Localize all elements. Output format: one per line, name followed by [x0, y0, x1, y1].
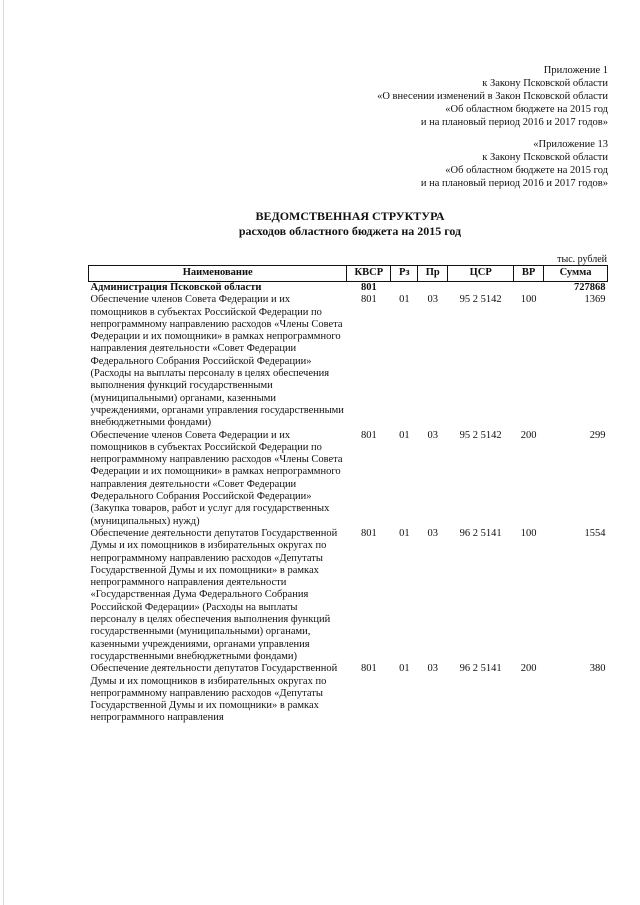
- row-pr: 03: [427, 294, 439, 306]
- title-line-2: расходов областного бюджета на 2015 год: [238, 224, 462, 238]
- row-rz: 01: [399, 527, 410, 539]
- empty-cell: [448, 282, 514, 295]
- appendix-13-line: и на плановый период 2016 и 2017 годов»: [420, 178, 608, 189]
- appendix-13-line: «Об областном бюджете на 2015 год: [445, 165, 608, 176]
- row-pr: 03: [427, 527, 439, 539]
- header-rz: Рз: [391, 266, 418, 282]
- row-csr: 96 2 5141: [459, 527, 502, 539]
- row-vr: 200: [520, 663, 537, 675]
- row-kvsr: 801: [360, 294, 377, 306]
- row-pr: 03: [427, 663, 439, 675]
- empty-cell: [514, 282, 544, 295]
- department-name: Администрация Псковской области: [90, 282, 262, 293]
- row-pr: 03: [427, 429, 439, 441]
- budget-table: [88, 265, 608, 725]
- appendix-13-line: «Приложение 13: [533, 139, 608, 150]
- row-vr: 100: [520, 527, 537, 539]
- row-kvsr: 801: [360, 429, 377, 441]
- table-row: [89, 430, 608, 528]
- department-row: [89, 282, 608, 295]
- table-header-row: [89, 266, 608, 282]
- appendix-13-line: к Закону Псковской области: [482, 152, 608, 163]
- table-row: [89, 663, 608, 724]
- header-vr: ВР: [514, 266, 544, 282]
- header-csr: ЦСР: [448, 266, 514, 282]
- row-name: Обеспечение членов Совета Федерации и их помощников в субъектах Российской Федерации по непрограммному направлению расходов «Члены Совета Федерации и их помощники» в рамках непрограммного направления деятельности «Совет Федерации Федерального Собрания Российской Федерации» (Расходы на выплаты персоналу в целях обеспечения выполнения функций государственными (муниципальными) органами, казенными учреждениями, органами управления государственными внебюджетными фондами): [90, 294, 344, 429]
- appendix-1-line: «О внесении изменений в Закон Псковской области: [377, 91, 608, 102]
- row-csr: 96 2 5141: [459, 663, 502, 675]
- header-pr: Пр: [418, 266, 448, 282]
- row-vr: 100: [520, 294, 537, 306]
- row-sum: 1369: [584, 294, 606, 306]
- appendix-1-line: к Закону Псковской области: [482, 78, 608, 89]
- department-kvsr: 801: [360, 282, 377, 293]
- row-rz: 01: [399, 663, 410, 675]
- row-sum: 380: [589, 663, 606, 675]
- table-row: [89, 294, 608, 429]
- row-csr: 95 2 5142: [459, 429, 502, 441]
- appendix-13-note: [421, 138, 608, 190]
- appendix-1-note: [377, 64, 608, 129]
- title-line-1: ВЕДОМСТВЕННАЯ СТРУКТУРА: [255, 209, 445, 223]
- row-rz: 01: [399, 294, 410, 306]
- header-kvsr: КВСР: [347, 266, 391, 282]
- appendix-1-line: и на плановый период 2016 и 2017 годов»: [420, 117, 608, 128]
- appendix-1-line: «Об областном бюджете на 2015 год: [445, 104, 608, 115]
- row-csr: 95 2 5142: [459, 294, 502, 306]
- row-kvsr: 801: [360, 663, 377, 675]
- units-label: тыс. рублей: [557, 254, 607, 265]
- scan-edge-line: [3, 0, 4, 905]
- row-sum: 1554: [584, 527, 606, 539]
- appendix-1-line: Приложение 1: [543, 65, 608, 76]
- row-name: Обеспечение деятельности депутатов Государственной Думы и их помощников в избирательных округах по непрограммному направлению расходов «Депутаты Государственной Думы и их помощники» в рамках непрограммного направления деятельности «Государственная Дума Федерального Собрания Российской Федерации» (Расходы на выплаты персоналу в целях обеспечения выполнения функций государственными (муниципальными) органами, казенными учреждениями, органами управления государственными внебюджетными фондами): [90, 527, 338, 662]
- header-name: Наименование: [89, 266, 347, 282]
- empty-cell: [391, 282, 418, 295]
- row-name: Обеспечение деятельности депутатов Государственной Думы и их помощников в избирательных округах по непрограммному направлению расходов «Депутаты Государственной Думы и их помощники» в рамках непрограммного направления: [90, 663, 338, 724]
- document-title: [0, 209, 640, 239]
- empty-cell: [418, 282, 448, 295]
- row-kvsr: 801: [360, 527, 377, 539]
- row-sum: 299: [589, 429, 606, 441]
- department-sum: 727868: [574, 282, 606, 293]
- row-name: Обеспечение членов Совета Федерации и их помощников в субъектах Российской Федерации по непрограммному направлению расходов «Члены Совета Федерации и их помощники» в рамках непрограммного направления деятельности «Совет Федерации Федерального Собрания Российской Федерации» (Закупка товаров, работ и услуг для государственных (муниципальных) нужд): [90, 429, 343, 527]
- header-sum: Сумма: [544, 266, 608, 282]
- table-row: [89, 528, 608, 663]
- row-vr: 200: [520, 429, 537, 441]
- row-rz: 01: [399, 429, 410, 441]
